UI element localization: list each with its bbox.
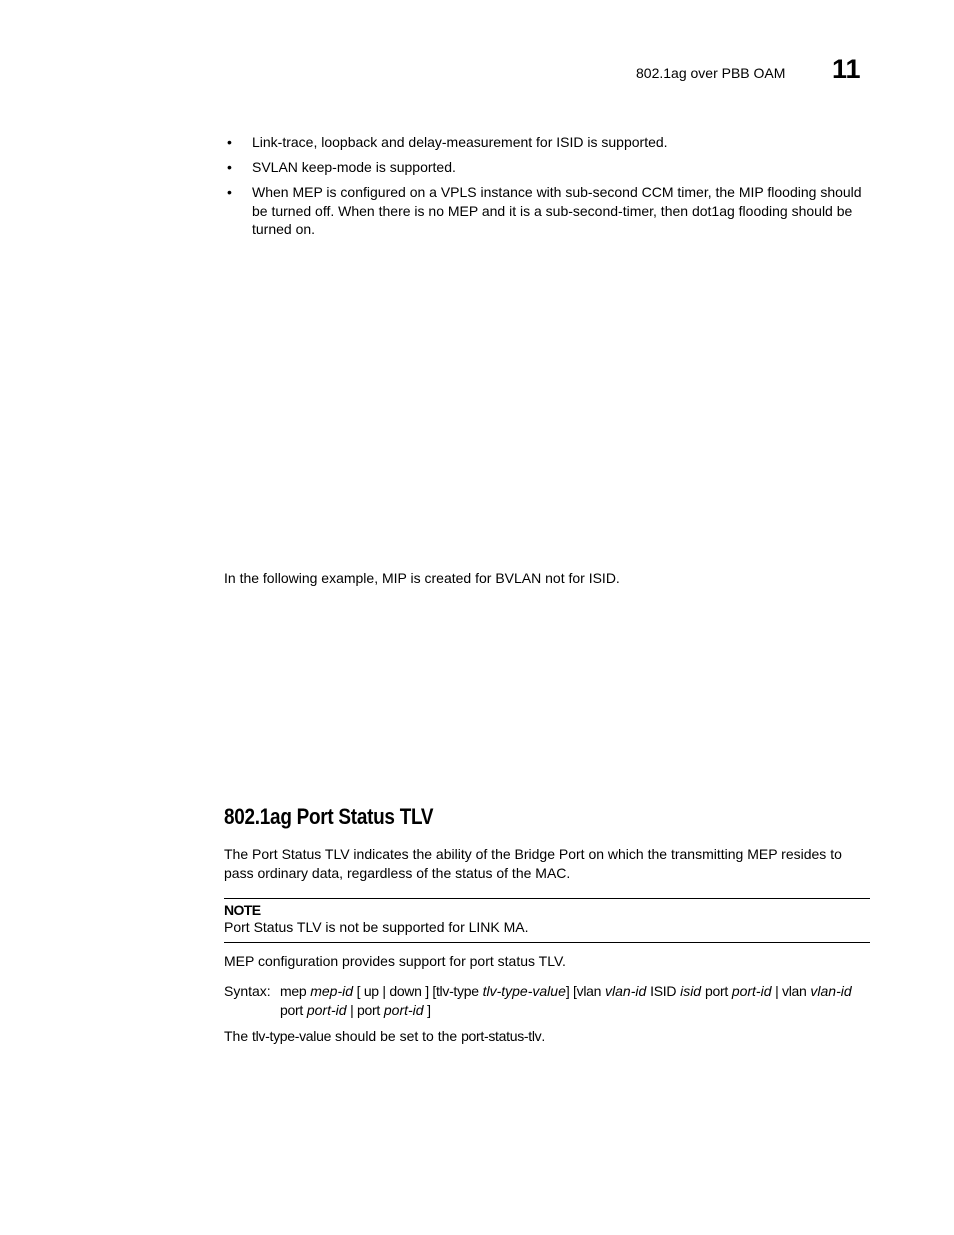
- syntax-variable: mep-id: [310, 983, 354, 999]
- bullet-item: [224, 158, 872, 177]
- syntax-keyword: ]: [423, 1001, 431, 1018]
- note-text: Port Status TLV is not be supported for LINK MA.: [224, 919, 529, 935]
- syntax-keyword: ] [: [421, 983, 436, 999]
- syntax-keyword: ] [: [565, 983, 577, 999]
- syntax-label: Syntax:: [224, 983, 271, 999]
- value-text-mid: should be set to the: [331, 1028, 462, 1044]
- feature-bullet-list: [224, 133, 872, 245]
- bullet-text: Link-trace, loopback and delay-measurement for ISID is supported.: [252, 134, 668, 150]
- syntax-keyword: |: [378, 983, 390, 999]
- syntax-keyword: |: [346, 1001, 358, 1018]
- syntax-variable: vlan-id: [810, 983, 852, 999]
- note-bottom-rule: [224, 942, 870, 943]
- bullet-text: SVLAN keep-mode is supported.: [252, 159, 456, 175]
- syntax-variable: isid: [680, 983, 702, 999]
- syntax-keyword: tlv-type: [435, 983, 479, 999]
- syntax-keyword: vlan: [782, 983, 807, 999]
- value-text-post: .: [541, 1028, 546, 1044]
- mep-config-paragraph: MEP configuration provides support for port status TLV.: [224, 953, 566, 969]
- tlv-value-paragraph: [224, 1028, 545, 1044]
- value-text-pre: The: [224, 1028, 253, 1044]
- bullet-item: [224, 133, 872, 152]
- syntax-body: [224, 982, 872, 1019]
- chapter-number: 11: [832, 54, 861, 84]
- syntax-keyword: mep: [280, 983, 307, 999]
- bullet-marker: •: [227, 184, 232, 200]
- section-heading: 802.1ag Port Status TLV: [224, 804, 434, 829]
- bullet-marker: •: [227, 159, 232, 175]
- note-top-rule: [224, 898, 870, 899]
- syntax-keyword: |: [771, 983, 783, 999]
- syntax-keyword: down: [389, 983, 422, 999]
- syntax-keyword: vlan: [576, 983, 602, 999]
- running-header-title: 802.1ag over PBB OAM: [636, 65, 786, 81]
- section-intro-paragraph: The Port Status TLV indicates the ability of the Bridge Port on which the transmitting MEP resides to pass ordinary data, regardless of the status of the MAC.: [224, 846, 842, 881]
- syntax-keyword: ISID: [650, 983, 677, 999]
- syntax-variable: port-id: [383, 1001, 424, 1018]
- bullet-marker: •: [227, 134, 232, 150]
- bullet-text: When MEP is configured on a VPLS instance with sub-second CCM timer, the MIP flooding should be turned off. When there is no MEP and it is a sub-second-timer, then dot1ag flooding should be turned on.: [252, 184, 862, 237]
- value-keyword-tlv-type-value: tlv-type-value: [252, 1028, 332, 1044]
- syntax-keyword: port: [704, 983, 728, 999]
- example-intro-paragraph: In the following example, MIP is created for BVLAN not for ISID.: [224, 570, 620, 586]
- syntax-keyword: port: [280, 1001, 303, 1018]
- syntax-keyword: [: [353, 983, 364, 999]
- command-syntax: [224, 982, 872, 1019]
- bullet-item: [224, 183, 872, 239]
- syntax-keyword: port: [357, 1001, 380, 1018]
- syntax-variable: tlv-type-value: [482, 983, 566, 999]
- note-label: NOTE: [224, 902, 261, 918]
- syntax-variable: port-id: [731, 983, 772, 999]
- value-keyword-port-status-tlv: port-status-tlv: [461, 1028, 542, 1044]
- syntax-variable: port-id: [306, 1001, 347, 1018]
- syntax-variable: vlan-id: [605, 983, 647, 999]
- syntax-keyword: up: [363, 983, 379, 999]
